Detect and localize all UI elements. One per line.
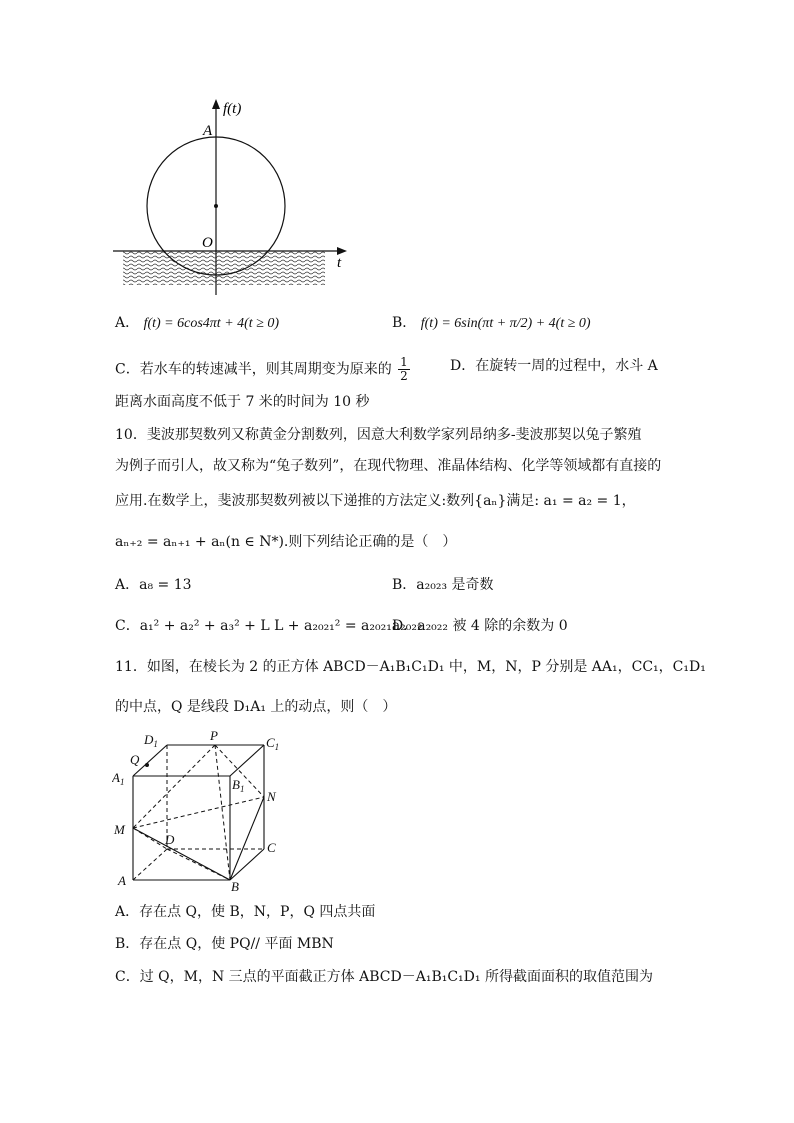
point-A-label: A: [203, 123, 213, 139]
q10-option-c: C．a₁² + a₂² + a₃² + L L + a₂₀₂₁² = a₂₀₂₁a₂₀₂₂: [115, 618, 423, 634]
q11-option-a: A．存在点 Q，使 B，N，P，Q 四点共面: [115, 904, 376, 920]
q11-option-c: C．过 Q，M，N 三点的平面截正方体 ABCD－A₁B₁C₁D₁ 所得截面面积的取值范围为: [115, 969, 653, 985]
label-N: N: [267, 789, 276, 804]
label-P: P: [210, 728, 218, 743]
q10-stem-line-4: aₙ₊₂ = aₙ₊₁ + aₙ(n ∈ N*).则下列结论正确的是（ ）: [115, 534, 457, 550]
label-C1: $C_1$: [266, 735, 280, 752]
q9-option-b-expr: f(t) = 6sin(πt + π/2) + 4(t ≥ 0): [420, 316, 591, 331]
label-M: M: [114, 822, 125, 837]
wheel-center: [214, 204, 218, 208]
q11-option-b: B．存在点 Q，使 PQ// 平面 MBN: [115, 936, 334, 952]
water-hatching: [123, 251, 325, 285]
q10-stem-line-1: 10．斐波那契数列又称黄金分割数列，因意大利数学家列昂纳多-斐波那契以兔子繁殖: [115, 427, 642, 443]
label-D1: $D_1$: [144, 732, 158, 749]
q9-option-c-fraction: $\frac{1}{2}$: [400, 355, 408, 383]
t-axis-label: t: [337, 255, 342, 271]
segment-D-B: [167, 849, 230, 880]
q9-option-d: D．在旋转一周的过程中，水斗 A: [450, 358, 658, 374]
q10-option-b: B．a₂₀₂₃ 是奇数: [392, 577, 494, 593]
f-axis-label: f(t): [223, 101, 242, 117]
label-Q: Q: [130, 752, 140, 767]
q9-option-b: B． f(t) = 6sin(πt + π/2) + 4(t ≥ 0): [392, 315, 591, 331]
point-Q: [145, 763, 149, 767]
segment-P-M: [133, 745, 215, 828]
segment-M-B: [133, 828, 230, 880]
q9-option-a-expr: f(t) = 6cos4πt + 4(t ≥ 0): [143, 316, 280, 331]
segment-P-B: [215, 745, 230, 880]
edge-B1-C1: [230, 745, 264, 776]
label-A1: $A_1$: [112, 770, 125, 787]
segment-M-N: [133, 797, 264, 828]
q11-stem-line-1: 11．如图，在棱长为 2 的正方体 ABCD－A₁B₁C₁D₁ 中，M，N，P 分别是 AA₁，CC₁，C₁D₁: [115, 659, 706, 675]
edge-B-C: [230, 849, 264, 880]
q10-option-d: D．a₂₀₂₂ 被 4 除的余数为 0: [392, 618, 568, 634]
origin-label: O: [202, 235, 213, 251]
label-A: A: [118, 873, 126, 888]
label-B1: $B_1$: [232, 777, 245, 794]
edge-A-D: [133, 849, 167, 880]
f-axis-arrow: [212, 99, 220, 109]
water-wheel-figure: [105, 95, 355, 305]
segment-B-N: [230, 797, 264, 880]
label-C: C: [267, 840, 276, 855]
label-B: B: [231, 879, 239, 893]
q9-option-d-continued: 距离水面高度不低于 7 米的时间为 10 秒: [115, 394, 370, 410]
q10-option-a: A．a₈ = 13: [115, 577, 192, 593]
t-axis-arrow: [337, 247, 347, 255]
q11-stem-line-2: 的中点，Q 是线段 D₁A₁ 上的动点，则（ ）: [115, 699, 397, 715]
label-D: D: [165, 832, 175, 847]
q10-stem-line-3: 应用.在数学上，斐波那契数列被以下递推的方法定义:数列{aₙ}满足: a₁ = a₂ = 1，: [115, 493, 636, 509]
q9-option-c: C．若水车的转速减半，则其周期变为原来的 $\frac{1}{2}$: [115, 355, 408, 383]
q9-option-a: A． f(t) = 6cos4πt + 4(t ≥ 0): [115, 315, 280, 331]
q10-stem-line-2: 为例子而引人，故又称为“兔子数列”，在现代物理、准晶体结构、化学等领域都有直接的: [115, 458, 662, 474]
cube-figure: [112, 728, 292, 893]
